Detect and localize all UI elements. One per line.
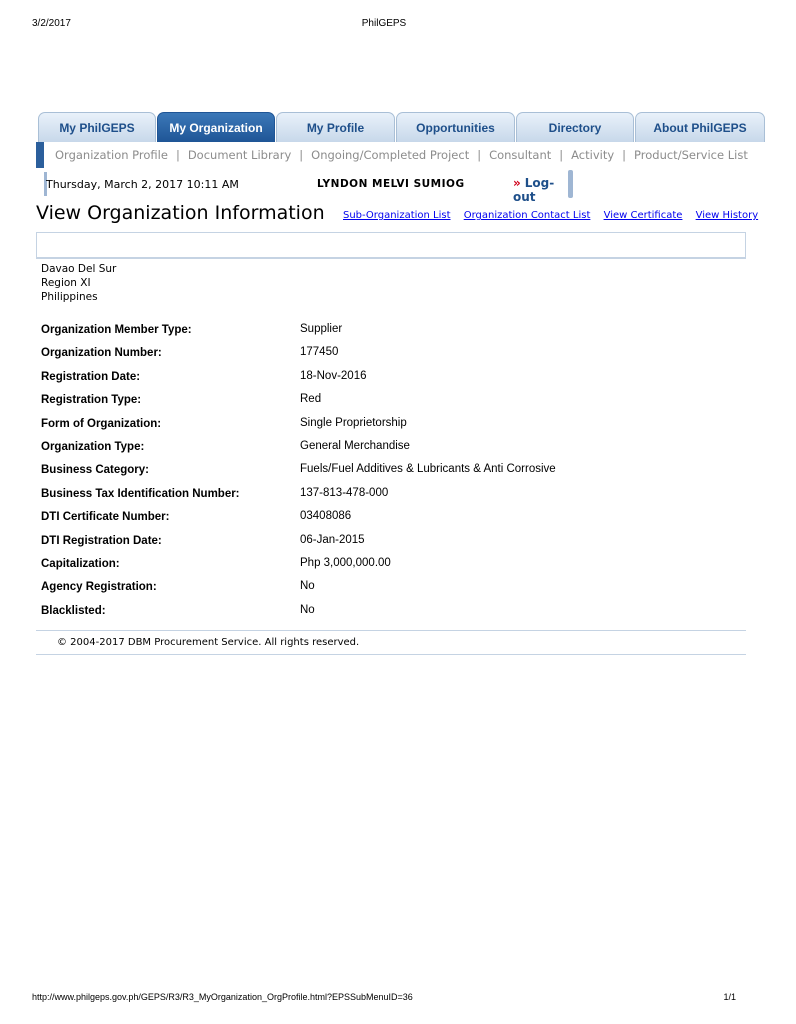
field-label: Business Tax Identification Number: <box>41 487 240 500</box>
field-value: No <box>300 580 315 593</box>
info-row <box>41 414 731 437</box>
info-row <box>41 343 731 366</box>
tab-opportunities[interactable]: Opportunities <box>396 112 515 142</box>
field-value: Php 3,000,000.00 <box>300 557 391 569</box>
page-links <box>343 210 768 221</box>
field-label: DTI Certificate Number: <box>41 511 170 524</box>
field-value: Fuels/Fuel Additives & Lubricants & Anti Corrosive <box>300 463 556 476</box>
info-row <box>41 390 731 413</box>
address-line: Philippines <box>41 291 98 303</box>
copyright-text: © 2004-2017 DBM Procurement Service. All rights reserved. <box>57 637 360 648</box>
field-value: Red <box>300 393 322 406</box>
info-row <box>41 554 731 577</box>
info-row <box>41 367 731 390</box>
logout-link[interactable] <box>513 176 574 204</box>
field-value: 137-813-478-000 <box>300 486 389 499</box>
logout-arrow-icon: » <box>513 176 521 190</box>
field-value: General Merchandise <box>300 440 410 452</box>
logout-label: Log-out <box>513 176 555 204</box>
print-date: 3/2/2017 <box>32 18 71 29</box>
info-row <box>41 437 731 460</box>
subnav-separator: | <box>559 148 564 162</box>
print-url: http://www.philgeps.gov.ph/GEPS/R3/R3_MyOrganization_OrgProfile.html?EPSSubMenuID=36 <box>32 992 413 1002</box>
sub-organization-list-link[interactable]: Sub-Organization List <box>343 210 451 221</box>
info-row <box>41 531 731 554</box>
main-tabs <box>36 110 796 142</box>
field-value: Supplier <box>300 323 343 335</box>
subnav-separator: | <box>299 148 304 162</box>
field-label: Form of Organization: <box>41 417 162 430</box>
info-row <box>41 484 731 507</box>
subnav-organization-profile[interactable]: Organization Profile <box>55 148 168 162</box>
subnav-product-service-list[interactable]: Product/Service List <box>634 148 748 162</box>
address-line: Region XI <box>41 277 91 289</box>
field-value: 177450 <box>300 346 339 359</box>
field-value: 18-Nov-2016 <box>300 369 367 382</box>
subnav-document-library[interactable]: Document Library <box>187 148 292 162</box>
field-label: Organization Type: <box>41 441 145 453</box>
field-value: No <box>300 603 315 616</box>
field-value: 06-Jan-2015 <box>300 533 365 546</box>
user-bar <box>44 170 574 204</box>
print-page-number: 1/1 <box>723 992 736 1002</box>
field-label: Capitalization: <box>41 558 120 570</box>
subnav-separator: | <box>622 148 627 162</box>
info-row <box>41 460 731 483</box>
subnav-separator: | <box>175 148 180 162</box>
field-label: Registration Type: <box>41 394 142 407</box>
print-title: PhilGEPS <box>361 18 407 29</box>
field-label: Business Category: <box>41 464 150 477</box>
address-block <box>36 258 746 313</box>
field-label: Agency Registration: <box>41 581 157 594</box>
field-value: 03408086 <box>300 510 352 523</box>
philgeps-page <box>36 110 759 670</box>
tab-my-philgeps[interactable]: My PhilGEPS <box>38 112 156 142</box>
tab-directory[interactable]: Directory <box>516 112 634 142</box>
tab-my-organization[interactable]: My Organization <box>157 112 275 142</box>
info-row <box>41 320 731 343</box>
field-value: Single Proprietorship <box>300 416 407 429</box>
field-label: Organization Member Type: <box>41 324 192 336</box>
info-row <box>41 507 731 530</box>
subnav-ongoing-completed-project[interactable]: Ongoing/Completed Project <box>311 148 470 162</box>
current-datetime: Thursday, March 2, 2017 10:11 AM <box>46 178 239 191</box>
info-row <box>41 601 731 624</box>
tab-about-philgeps[interactable]: About PhilGEPS <box>635 112 765 142</box>
copyright-footer <box>36 630 746 655</box>
subnav-activity[interactable]: Activity <box>571 148 615 162</box>
view-history-link[interactable]: View History <box>695 210 759 221</box>
field-label: DTI Registration Date: <box>41 534 162 547</box>
page-title: View Organization Information <box>36 202 325 224</box>
user-name: LYNDON MELVI SUMIOG <box>317 178 465 190</box>
info-row <box>41 577 731 600</box>
organization-name-box <box>36 232 746 258</box>
view-certificate-link[interactable]: View Certificate <box>603 210 683 221</box>
field-label: Registration Date: <box>41 370 141 383</box>
tab-my-profile[interactable]: My Profile <box>276 112 395 142</box>
title-bar <box>36 202 759 228</box>
subnav-separator: | <box>477 148 482 162</box>
subnav-consultant[interactable]: Consultant <box>489 148 552 162</box>
field-label: Blacklisted: <box>41 604 106 617</box>
sub-navigation <box>36 142 748 168</box>
field-label: Organization Number: <box>41 347 162 360</box>
organization-contact-list-link[interactable]: Organization Contact List <box>463 210 591 221</box>
address-line: Davao Del Sur <box>41 263 117 275</box>
